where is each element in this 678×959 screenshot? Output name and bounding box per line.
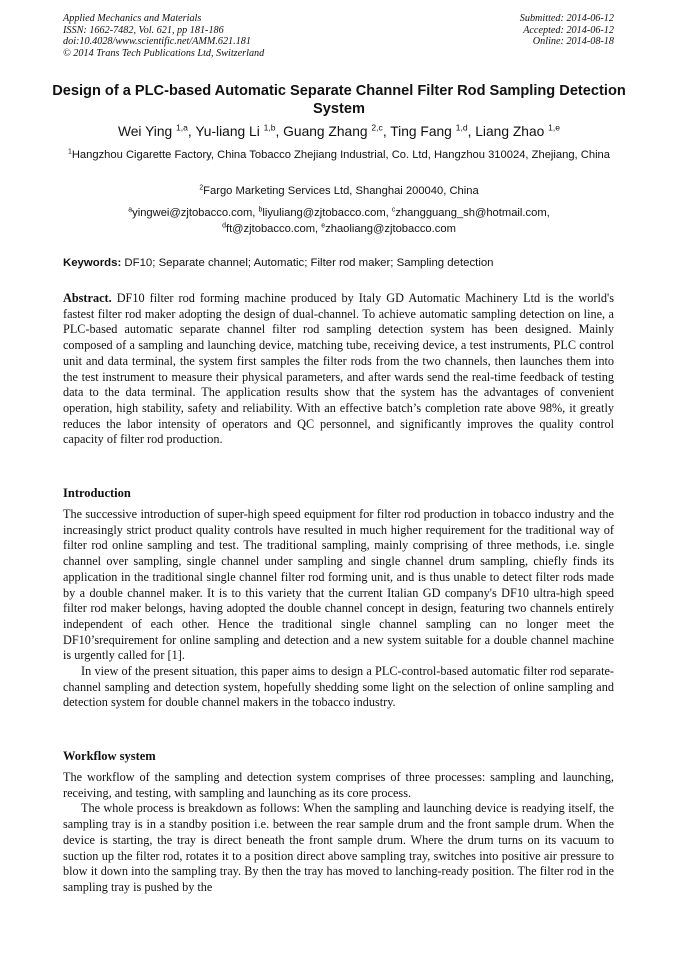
paper-title: Design of a PLC-based Automatic Separate Channel Filter Rod Sampling Detection System xyxy=(52,83,626,117)
issn-line: ISSN: 1662-7482, Vol. 621, pp 181-186 xyxy=(63,24,224,36)
author: Ting Fang $^{1,d}$, xyxy=(390,122,476,139)
author: Yu-liang Li $^{1,b}$, xyxy=(195,122,284,139)
author: Wei Ying $^{1,a}$, xyxy=(117,122,196,139)
email-list xyxy=(50,206,628,237)
paragraph: The workflow of the sampling and detection system comprises of three processes: sampling and launching, receiving, and testing, with sampling and launching as its core process. xyxy=(63,770,614,800)
abstract-label: Abstract. xyxy=(63,291,112,305)
email-line-1: $^a$yingwei@zjtobacco.com, $^b$liyuliang@zjtobacco.com, $^c$zhangguang_sh@hotmail.com, xyxy=(128,206,550,219)
keywords-label: Keywords: xyxy=(63,257,122,269)
journal-name: Applied Mechanics and Materials xyxy=(63,13,202,24)
abstract xyxy=(63,291,614,448)
author: Liang Zhao $^{1,e}$ xyxy=(475,122,561,139)
workflow-heading: Workflow system xyxy=(63,749,156,763)
paragraph: The successive introduction of super-high speed equipment for filter rod production in tobacco industry and the increasingly strict product quality controls have resulted in much higher requirement for the traditional way of filter rod online sampling and test. The traditional sampling, mainly comprising of three methods, i.e. single channel over sampling, single channel under sampling and single channel drum sampling, chiefly finds its application in the traditional single channel filter rod forming unit, and is thus unable to detect filter rods made by a double channel maker. It is to this variety that the current Italian GD company's DF10 ultra-high speed filter rod maker belongs, having adopted the double channel concept in design, featuring two channels entirely independent of each other. Hence the traditional single channel sampling can no longer meet the DF10’srequirement for online sampling and detection and a new system suitable for a double channel machine is urgently called for [1]. xyxy=(63,507,614,663)
dates-info xyxy=(520,13,614,48)
online-date: Online: 2014-08-18 xyxy=(532,36,614,48)
abstract-text: DF10 filter rod forming machine produced by Italy GD Automatic Machinery Ltd is the world's fastest filter rod maker adopting the design of dual-channel. To achieve automatic sampling detection on line, a PLC-based automatic separate channel filter rod sampling detection system has been designed. Mainly composed of a sampling and launching device, matching tube, receiving device, a test instruments, PLC control unit and data terminal, the system first samples the filter rods from the two channels, then launches them into the test instrument to measure their physical parameters, and after wards send the real-time feedback of testing data to the data terminal. The application results show that the system has the advantages of convenient operation, high stability, safety and reliability. With an effective batch’s completion rate above 98%, it greatly reduces the labor intensity of operators and QC personnel, and significantly improves the quality control capacity of filter rod production. xyxy=(63,291,614,447)
affiliation-1: $^1$Hangzhou Cigarette Factory, China Tobacco Zhejiang Industrial, Co. Ltd, Hangzhou 310024, Zhejiang, China xyxy=(67,148,610,161)
introduction-body xyxy=(63,507,614,711)
author-list xyxy=(30,123,648,141)
submitted-date: Submitted: 2014-06-12 xyxy=(519,13,614,24)
workflow-body xyxy=(63,770,614,896)
paragraph: The whole process is breakdown as follows: When the sampling and launching device is readying itself, the sampling tray is in a standby position i.e. between the rear sample drum and the front sample drum. When the device is starting, the tray is direct beneath the front sample drum. Where the drum turns on its vacuum to suction up the filter rod, rotates it to a position direct above sampling tray, switches into positive air pressure to blow it down into the sampling tray. By then the tray has moved to lanching-ready position. The filter rod in the sampling tray is pushed by the xyxy=(63,801,614,894)
affiliation-2: $^2$Fargo Marketing Services Ltd, Shanghai 200040, China xyxy=(199,184,479,197)
keywords xyxy=(63,256,615,271)
doi-line: doi:10.4028/www.scientific.net/AMM.621.181 xyxy=(63,36,251,48)
email-line-2: $^d$ft@zjtobacco.com, $^e$zhaoliang@zjtobacco.com xyxy=(222,222,456,235)
accepted-date: Accepted: 2014-06-12 xyxy=(523,24,614,36)
journal-info xyxy=(63,13,264,59)
keywords-text: DF10; Separate channel; Automatic; Filter rod maker; Sampling detection xyxy=(121,257,494,269)
paragraph: In view of the present situation, this paper aims to design a PLC-control-based automatic filter rod separate-channel sampling and detection system, hopefully shedding some light on the selection of online sampling and detection system for double channel makers in the tobacco industry. xyxy=(63,664,614,710)
copyright-line: © 2014 Trans Tech Publications Ltd, Switzerland xyxy=(63,47,265,59)
author: Guang Zhang $^{2,c}$, xyxy=(283,122,391,139)
introduction-heading: Introduction xyxy=(63,486,131,500)
